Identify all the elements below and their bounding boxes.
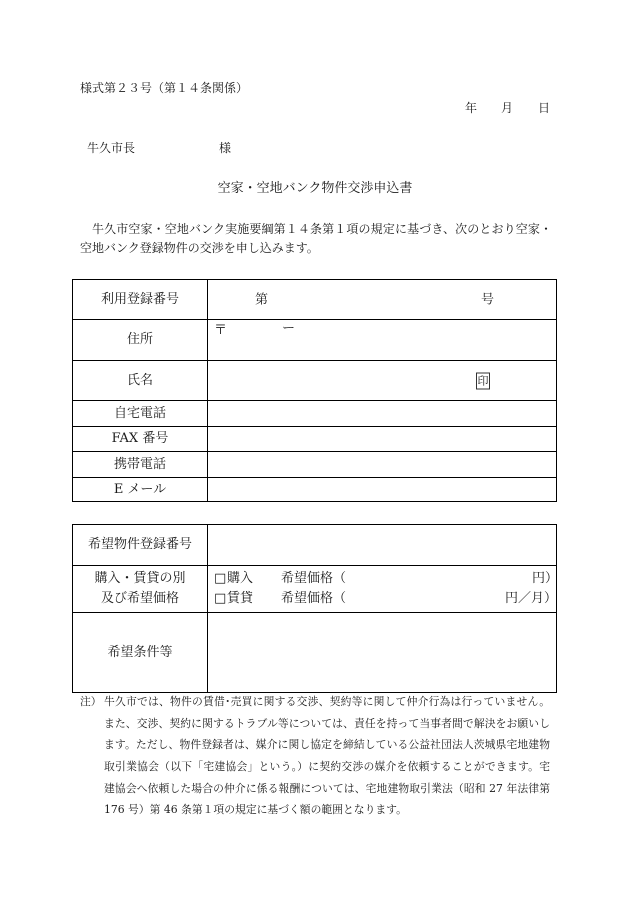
property-number-label [73, 525, 208, 565]
fax-row [73, 426, 556, 451]
home-phone-label [73, 401, 208, 426]
conditions-label-text: 希望条件等 [107, 644, 173, 660]
address-label [73, 320, 208, 360]
home-phone-field[interactable] [208, 401, 556, 426]
intro-line: 空地バンク登録物件の交渉を申し込みます。 [80, 240, 319, 255]
postal-code-dash: ー [282, 320, 296, 336]
intro-line: 牛久市空家・空地バンク実施要綱第１４条第１項の規定に基づき、次のとおり空家・ [92, 221, 552, 236]
property-number-label-text: 希望物件登録番号 [87, 537, 192, 552]
address-row [73, 319, 556, 360]
transaction-row [73, 565, 559, 612]
document-title: 空家・空地バンク物件交渉申込書 [217, 180, 413, 196]
mobile-phone-row [73, 451, 556, 477]
postal-mark: 〒 [214, 323, 228, 338]
notes-line: 牛久市では、物件の賃借･売買に関する交渉、契約等に関して仲介行為は行っていません。 [104, 695, 550, 709]
notes-line: 建協会へ依頼した場合の仲介に係る報酬については、宅地建物取引業法（昭和 27 年法律第 [104, 781, 550, 795]
purchase-option-label: 購入 [227, 570, 254, 586]
property-number-field[interactable] [208, 525, 556, 565]
home-phone-row [73, 400, 556, 426]
notes-line: また、交渉、契約に関するトラブル等については、責任を持って当事者間で解決をお願いし [104, 716, 550, 730]
rent-price-label: 希望価格（ [281, 590, 347, 606]
address-field[interactable] [208, 320, 556, 360]
transaction-label-line: 及び希望価格 [100, 591, 179, 606]
conditions-field[interactable] [208, 613, 556, 692]
rent-checkbox[interactable]: □ [214, 590, 227, 606]
registration-number-row [73, 280, 556, 319]
email-label-text: E メール [113, 481, 167, 497]
home-phone-label-text: 自宅電話 [113, 405, 166, 421]
property-number-row [73, 525, 556, 565]
email-label [73, 478, 208, 501]
purchase-price-unit: 円） [532, 570, 559, 586]
conditions-row [73, 612, 556, 692]
addressee-honorific: 様 [219, 141, 232, 155]
transaction-label [73, 566, 208, 612]
transaction-label-line: 購入・賃貸の別 [94, 571, 186, 586]
registration-number-prefix: 第 [255, 292, 269, 307]
transaction-field [208, 566, 559, 612]
registration-number-label-text: 利用登録番号 [100, 291, 179, 307]
fax-field[interactable] [208, 427, 556, 451]
date-day-label: 日 [538, 101, 551, 115]
purchase-checkbox[interactable]: □ [214, 570, 227, 586]
email-row [73, 477, 556, 501]
name-label-text: 氏名 [126, 372, 153, 388]
notes-line: 176 号）第 46 条第１項の規定に基づく額の範囲となります。 [104, 803, 407, 817]
name-field[interactable] [208, 361, 556, 400]
notes-line: ます。ただし、物件登録者は、媒介に関し協定を締結している公益社団法人茨城県宅地建物 [104, 738, 550, 752]
address-label-text: 住所 [126, 332, 153, 347]
name-row [73, 360, 556, 400]
registration-number-field[interactable] [208, 280, 556, 319]
email-field[interactable] [208, 478, 556, 501]
purchase-price-label: 希望価格（ [281, 570, 347, 586]
applicant-table [72, 279, 557, 502]
request-table [72, 524, 557, 693]
seal-mark: 印 [477, 374, 489, 387]
fax-label [73, 427, 208, 451]
date-month-label: 月 [501, 101, 514, 115]
mobile-phone-label-text: 携帯電話 [113, 456, 166, 472]
registration-number-suffix: 号 [481, 292, 495, 307]
conditions-label [73, 613, 208, 692]
form-number: 様式第２３号（第１４条関係） [80, 81, 249, 95]
addressee-name: 牛久市長 [87, 141, 136, 155]
registration-number-label [73, 280, 208, 319]
mobile-phone-field[interactable] [208, 452, 556, 477]
notes-line: 取引業協会（以下「宅建協会」という。）に契約交渉の媒介を依頼することができます。宅 [104, 759, 550, 773]
rent-price-unit: 円／月） [505, 590, 558, 606]
rent-option-label: 賃貸 [227, 590, 254, 606]
notes-text [104, 691, 550, 821]
fax-label-text: FAX 番号 [111, 431, 169, 446]
intro-paragraph [80, 220, 552, 258]
name-label [73, 361, 208, 400]
mobile-phone-label [73, 452, 208, 477]
notes-marker: 注） [80, 695, 102, 709]
date-year-label: 年 [465, 101, 478, 115]
